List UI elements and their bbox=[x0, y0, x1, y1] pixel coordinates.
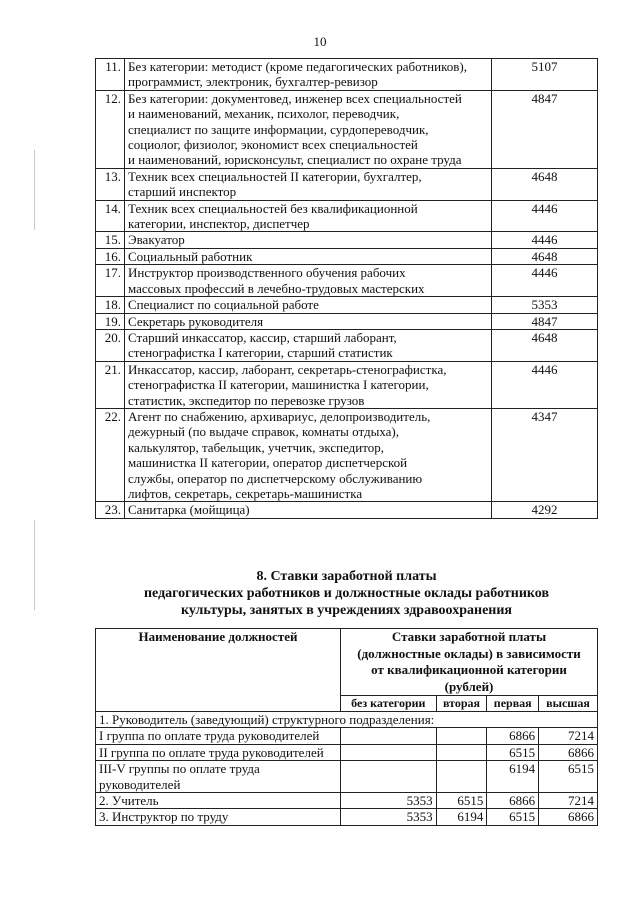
position-title bbox=[125, 329, 492, 361]
table-row bbox=[96, 200, 598, 232]
row-number: 19. bbox=[96, 313, 125, 329]
header-position-name: Наименование должностей bbox=[96, 629, 341, 712]
row-number: 12. bbox=[96, 90, 125, 168]
scan-edge-mark bbox=[34, 520, 35, 610]
rate-value: 6194 bbox=[436, 809, 487, 825]
position-name bbox=[96, 761, 341, 793]
table-row bbox=[96, 728, 598, 744]
position-title bbox=[125, 200, 492, 232]
header-rates-line: (рублей) bbox=[444, 678, 494, 694]
position-title-line: стенографистка II категории, машинистка I категории, bbox=[128, 377, 429, 393]
rate-value: 5353 bbox=[341, 809, 437, 825]
rate-value bbox=[436, 728, 487, 744]
rate-value: 6515 bbox=[487, 744, 539, 760]
rate-value: 6515 bbox=[487, 809, 539, 825]
position-title-line: дежурный (по выдаче справок, комнаты отдыха), bbox=[128, 424, 400, 440]
position-title-line: стенографистка I категории, старший статистик bbox=[128, 345, 393, 361]
position-title-line: и наименований, механик, психолог, переводчик, bbox=[128, 106, 400, 122]
salary-value: 4847 bbox=[492, 90, 598, 168]
position-title-line: Инструктор производственного обучения рабочих bbox=[128, 265, 406, 281]
table-row bbox=[96, 329, 598, 361]
position-title-line: Агент по снабжению, архивариус, делопроизводитель, bbox=[128, 408, 431, 424]
position-title-line: специалист по защите информации, сурдопереводчик, bbox=[128, 121, 429, 137]
row-number: 20. bbox=[96, 329, 125, 361]
header-rates bbox=[341, 629, 598, 696]
position-name bbox=[96, 793, 341, 809]
position-title-line: Старший инкассатор, кассир, старший лаборант, bbox=[128, 329, 397, 345]
positions-salary-table bbox=[95, 58, 598, 519]
rate-value bbox=[341, 728, 437, 744]
position-title-line: службы, оператор по диспетчерскому обслуживанию bbox=[128, 470, 423, 486]
subheader-second: вторая bbox=[436, 696, 487, 712]
row-number: 11. bbox=[96, 59, 125, 91]
position-title bbox=[125, 265, 492, 297]
position-title-line: Социальный работник bbox=[128, 248, 253, 264]
salary-value: 4347 bbox=[492, 408, 598, 501]
position-name-line: I группа по оплате труда руководителей bbox=[99, 728, 320, 744]
salary-value: 4446 bbox=[492, 361, 598, 408]
position-title bbox=[125, 232, 492, 248]
salary-value: 4648 bbox=[492, 168, 598, 200]
header-rates-line: Ставки заработной платы bbox=[391, 629, 547, 644]
position-name-line: III-V группы по оплате труда bbox=[99, 761, 260, 777]
scan-edge-mark bbox=[34, 150, 35, 230]
section-title-line: культуры, занятых в учреждениях здравоохранения bbox=[181, 603, 512, 618]
row-number: 22. bbox=[96, 408, 125, 501]
row-number: 17. bbox=[96, 265, 125, 297]
position-title-line: машинистка II категории, оператор диспетчерской bbox=[128, 455, 408, 471]
position-title-line: Санитарка (мойщица) bbox=[128, 502, 250, 518]
section-row-label: 1. Руководитель (заведующий) структурного подразделения: bbox=[96, 712, 598, 728]
rate-value: 6515 bbox=[436, 793, 487, 809]
page-number: 10 bbox=[313, 34, 327, 49]
position-title-line: Техник всех специальностей II категории, бухгалтер, bbox=[128, 168, 422, 184]
position-name-line: 2. Учитель bbox=[99, 793, 159, 809]
position-title-line: Эвакуатор bbox=[128, 232, 185, 248]
section-row bbox=[96, 712, 598, 728]
table-row bbox=[96, 90, 598, 168]
subheader-first: первая bbox=[487, 696, 539, 712]
table-row bbox=[96, 168, 598, 200]
position-title-line: Без категории: методист (кроме педагогических работников), bbox=[128, 59, 467, 74]
header-rates-line: от квалификационной категории bbox=[371, 662, 567, 677]
position-title bbox=[125, 361, 492, 408]
position-title bbox=[125, 59, 492, 91]
rates-table bbox=[95, 628, 598, 826]
row-number: 23. bbox=[96, 502, 125, 518]
salary-value: 4446 bbox=[492, 232, 598, 248]
rate-value: 6866 bbox=[539, 744, 598, 760]
position-title-line: программист, электроник, бухгалтер-ревизор bbox=[128, 74, 378, 90]
salary-value: 4847 bbox=[492, 313, 598, 329]
position-title-line: и наименований, юрисконсульт, специалист по охране труда bbox=[128, 152, 462, 168]
position-name bbox=[96, 728, 341, 744]
position-title bbox=[125, 248, 492, 264]
position-title-line: категории, инспектор, диспетчер bbox=[128, 216, 310, 232]
position-title-line: Техник всех специальностей без квалификационной bbox=[128, 200, 418, 216]
rate-value: 6866 bbox=[539, 809, 598, 825]
position-name-line: 3. Инструктор по труду bbox=[99, 809, 229, 825]
position-title-line: Инкассатор, кассир, лаборант, секретарь-стенографистка, bbox=[128, 361, 447, 377]
position-title-line: массовых профессий в лечебно-трудовых мастерских bbox=[128, 280, 425, 296]
rate-value bbox=[341, 744, 437, 760]
position-name bbox=[96, 809, 341, 825]
salary-value: 4292 bbox=[492, 502, 598, 518]
table-row bbox=[96, 502, 598, 518]
table-row bbox=[96, 761, 598, 793]
position-title-line: Без категории: документовед, инженер всех специальностей bbox=[128, 90, 462, 106]
position-name-line: II группа по оплате труда руководителей bbox=[99, 744, 324, 760]
position-title bbox=[125, 297, 492, 313]
position-title-line: Специалист по социальной работе bbox=[128, 297, 319, 313]
header-rates-line: (должностные оклады) в зависимости bbox=[357, 645, 581, 661]
table-row bbox=[96, 313, 598, 329]
table-row bbox=[96, 793, 598, 809]
position-title bbox=[125, 168, 492, 200]
salary-value: 5107 bbox=[492, 59, 598, 91]
position-title-line: старший инспектор bbox=[128, 184, 237, 200]
position-title-line: лифтов, секретарь, секретарь-машинистка bbox=[128, 485, 363, 501]
salary-value: 4446 bbox=[492, 265, 598, 297]
subheader-no-category: без категории bbox=[341, 696, 437, 712]
table-row bbox=[96, 744, 598, 760]
section-title bbox=[95, 568, 598, 619]
rate-value bbox=[436, 761, 487, 793]
position-title bbox=[125, 408, 492, 501]
rates-header-row bbox=[96, 629, 598, 696]
table-row bbox=[96, 361, 598, 408]
position-title-line: статистик, экспедитор по перевозке грузов bbox=[128, 392, 365, 408]
salary-value: 4446 bbox=[492, 200, 598, 232]
salary-value: 5353 bbox=[492, 297, 598, 313]
position-name-line: руководителей bbox=[99, 776, 181, 792]
position-title-line: калькулятор, табельщик, учетчик, экспедитор, bbox=[128, 439, 385, 455]
rate-value: 5353 bbox=[341, 793, 437, 809]
position-title bbox=[125, 90, 492, 168]
position-title bbox=[125, 502, 492, 518]
row-number: 21. bbox=[96, 361, 125, 408]
rate-value: 6194 bbox=[487, 761, 539, 793]
subheader-highest: высшая bbox=[539, 696, 598, 712]
rate-value: 7214 bbox=[539, 793, 598, 809]
row-number: 15. bbox=[96, 232, 125, 248]
table-row bbox=[96, 265, 598, 297]
rate-value: 6515 bbox=[539, 761, 598, 793]
position-name bbox=[96, 744, 341, 760]
table-row bbox=[96, 248, 598, 264]
position-title-line: Секретарь руководителя bbox=[128, 313, 264, 329]
row-number: 13. bbox=[96, 168, 125, 200]
table-row bbox=[96, 59, 598, 91]
rate-value bbox=[436, 744, 487, 760]
salary-value: 4648 bbox=[492, 329, 598, 361]
table-row bbox=[96, 408, 598, 501]
section-title-line: 8. Ставки заработной платы bbox=[256, 569, 437, 584]
position-title bbox=[125, 313, 492, 329]
rate-value: 6866 bbox=[487, 793, 539, 809]
table-row bbox=[96, 232, 598, 248]
row-number: 16. bbox=[96, 248, 125, 264]
rate-value: 7214 bbox=[539, 728, 598, 744]
table-row bbox=[96, 297, 598, 313]
position-title-line: социолог, физиолог, экономист всех специальностей bbox=[128, 137, 418, 153]
row-number: 14. bbox=[96, 200, 125, 232]
section-title-line: педагогических работников и должностные оклады работников bbox=[143, 586, 550, 601]
table-row bbox=[96, 809, 598, 825]
row-number: 18. bbox=[96, 297, 125, 313]
rate-value bbox=[341, 761, 437, 793]
rate-value: 6866 bbox=[487, 728, 539, 744]
salary-value: 4648 bbox=[492, 248, 598, 264]
